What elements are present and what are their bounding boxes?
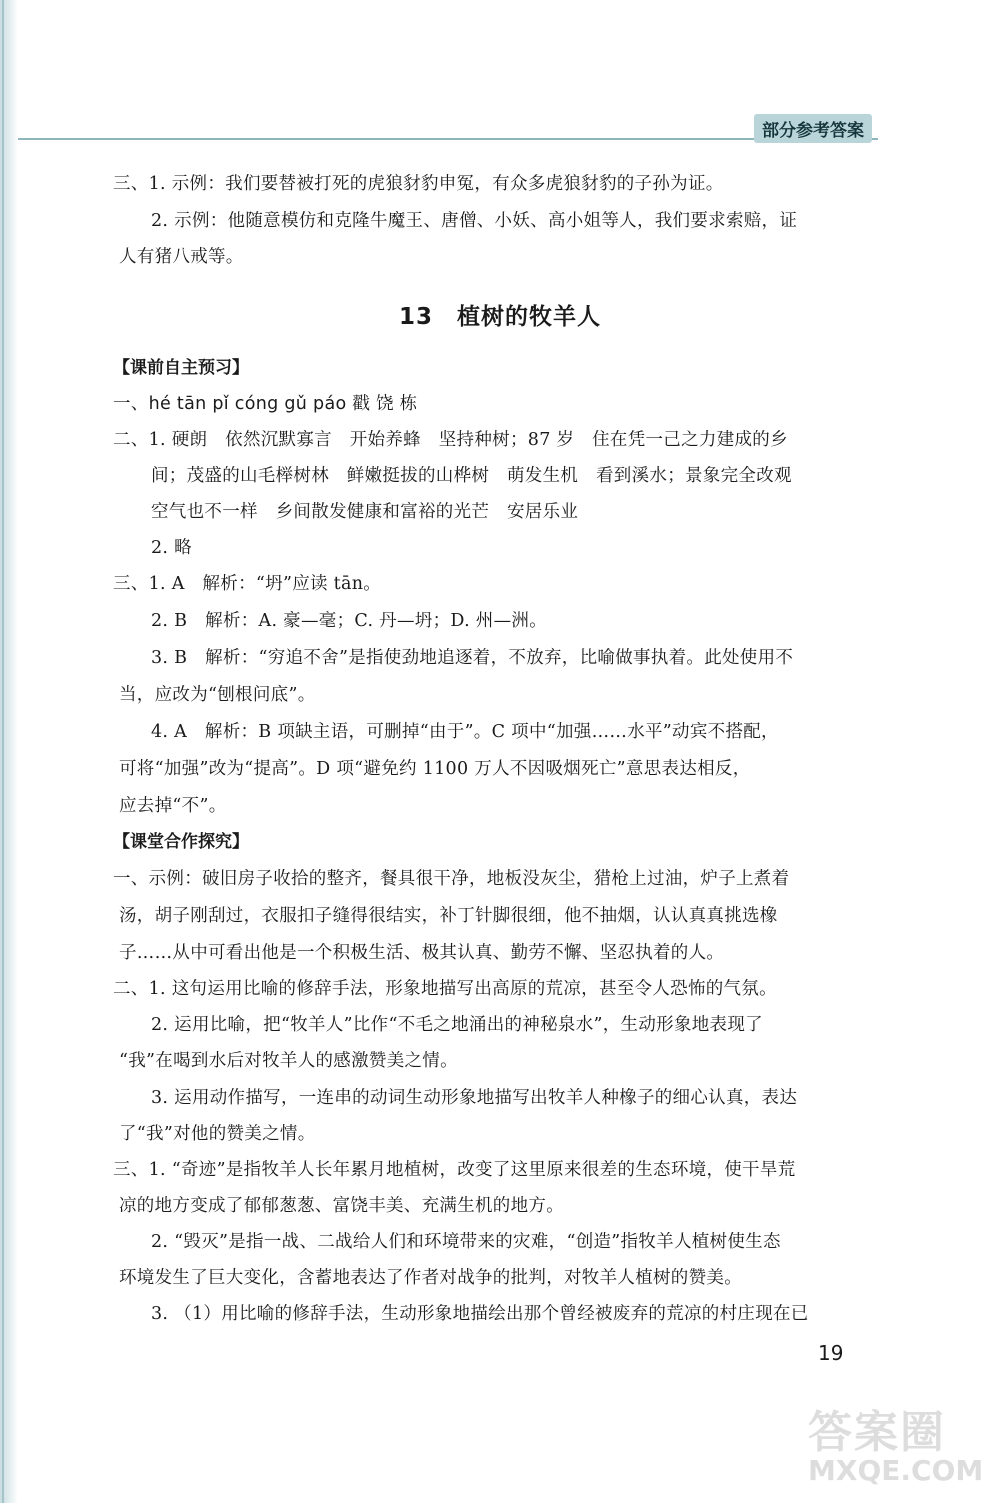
answer-line: 4. A 解析：B 项缺主语，可删掉“由于”。C 项中“加强……水平”动宾不搭配， <box>151 722 779 742</box>
answer-line: “我”在喝到水后对牧羊人的感激赞美之情。 <box>119 1051 458 1071</box>
lesson-title: 13 植树的牧羊人 <box>398 304 601 330</box>
answer-line: 2. 略 <box>151 538 192 558</box>
section-heading-explore: 【课堂合作探究】 <box>113 832 249 852</box>
answer-line: 三、1. “奇迹”是指牧羊人长年累月地植树，改变了这里原来很差的生态环境，使干旱荒 <box>113 1160 796 1180</box>
answer-line: 人有猪八戒等。 <box>119 247 244 267</box>
answer-line: 一、hé tān pǐ cóng gǔ páo 戳 饶 栋 <box>113 394 418 414</box>
header-badge: 部分参考答案 <box>754 114 872 143</box>
page-number: 19 <box>818 1341 844 1365</box>
header-rule <box>18 138 878 140</box>
answer-line: 应去掉“不”。 <box>119 796 227 816</box>
watermark-url: MXQE.COM <box>808 1454 984 1487</box>
watermark-logo: 答案圈 <box>808 1407 946 1458</box>
answer-line: 子……从中可看出他是一个积极生活、极其认真、勤劳不懈、坚忍执着的人。 <box>119 943 725 963</box>
answer-line: 二、1. 这句运用比喻的修辞手法，形象地描写出高原的荒凉，甚至令人恐怖的气氛。 <box>113 979 777 999</box>
answer-line: 3. 运用动作描写，一连串的动词生动形象地描写出牧羊人种橡子的细心认真，表达 <box>151 1088 798 1108</box>
answer-line: 2. B 解析：A. 豪—毫；C. 丹—坍；D. 州—洲。 <box>151 611 548 631</box>
answer-line: 三、1. A 解析：“坍”应读 tān。 <box>113 574 382 594</box>
answer-line: 了“我”对他的赞美之情。 <box>119 1124 316 1144</box>
answer-line: 间；茂盛的山毛榉树林 鲜嫩挺拔的山桦树 萌发生机 看到溪水；景象完全改观 <box>151 466 792 486</box>
answer-line: 汤，胡子刚刮过，衣服扣子缝得很结实，补丁针脚很细，他不抽烟，认认真真挑选橡 <box>119 906 778 926</box>
answer-line: 空气也不一样 乡间散发健康和富裕的光芒 安居乐业 <box>151 502 579 522</box>
answer-line: 3. （1）用比喻的修辞手法，生动形象地描绘出那个曾经被废弃的荒凉的村庄现在已 <box>151 1304 809 1324</box>
page-spine-edge <box>2 0 4 1503</box>
answer-line: 2. 示例：他随意模仿和克隆牛魔王、唐僧、小妖、高小姐等人，我们要求索赔，证 <box>151 211 798 231</box>
answer-line: 三、1. 示例：我们要替被打死的虎狼豺豹申冤，有众多虎狼豺豹的子孙为证。 <box>113 174 724 194</box>
answer-line: 凉的地方变成了郁郁葱葱、富饶丰美、充满生机的地方。 <box>119 1196 564 1216</box>
answer-line: 3. B 解析：“穷追不舍”是指使劲地追逐着，不放弃，比喻做事执着。此处使用不 <box>151 648 794 668</box>
answer-line: 一、示例：破旧房子收拾的整齐，餐具很干净，地板没灰尘，猎枪上过油，炉子上煮着 <box>113 869 790 889</box>
section-heading-preview: 【课前自主预习】 <box>113 358 249 378</box>
answer-line: 二、1. 硬朗 依然沉默寡言 开始养蜂 坚持种树；87 岁 住在凭一己之力建成的乡 <box>113 430 788 450</box>
answer-line: 环境发生了巨大变化，含蓄地表达了作者对战争的批判，对牧羊人植树的赞美。 <box>119 1268 742 1288</box>
answer-line: 可将“加强”改为“提高”。D 项“避免约 1100 万人不因吸烟死亡”意思表达相反， <box>119 759 751 779</box>
answer-line: 2. 运用比喻，把“牧羊人”比作“不毛之地涌出的神秘泉水”，生动形象地表现了 <box>151 1015 763 1035</box>
answer-line: 2. “毁灭”是指一战、二战给人们和环境带来的灾难，“创造”指牧羊人植树使生态 <box>151 1232 781 1252</box>
answer-line: 当，应改为“刨根问底”。 <box>119 685 316 705</box>
watermark <box>808 1407 988 1492</box>
